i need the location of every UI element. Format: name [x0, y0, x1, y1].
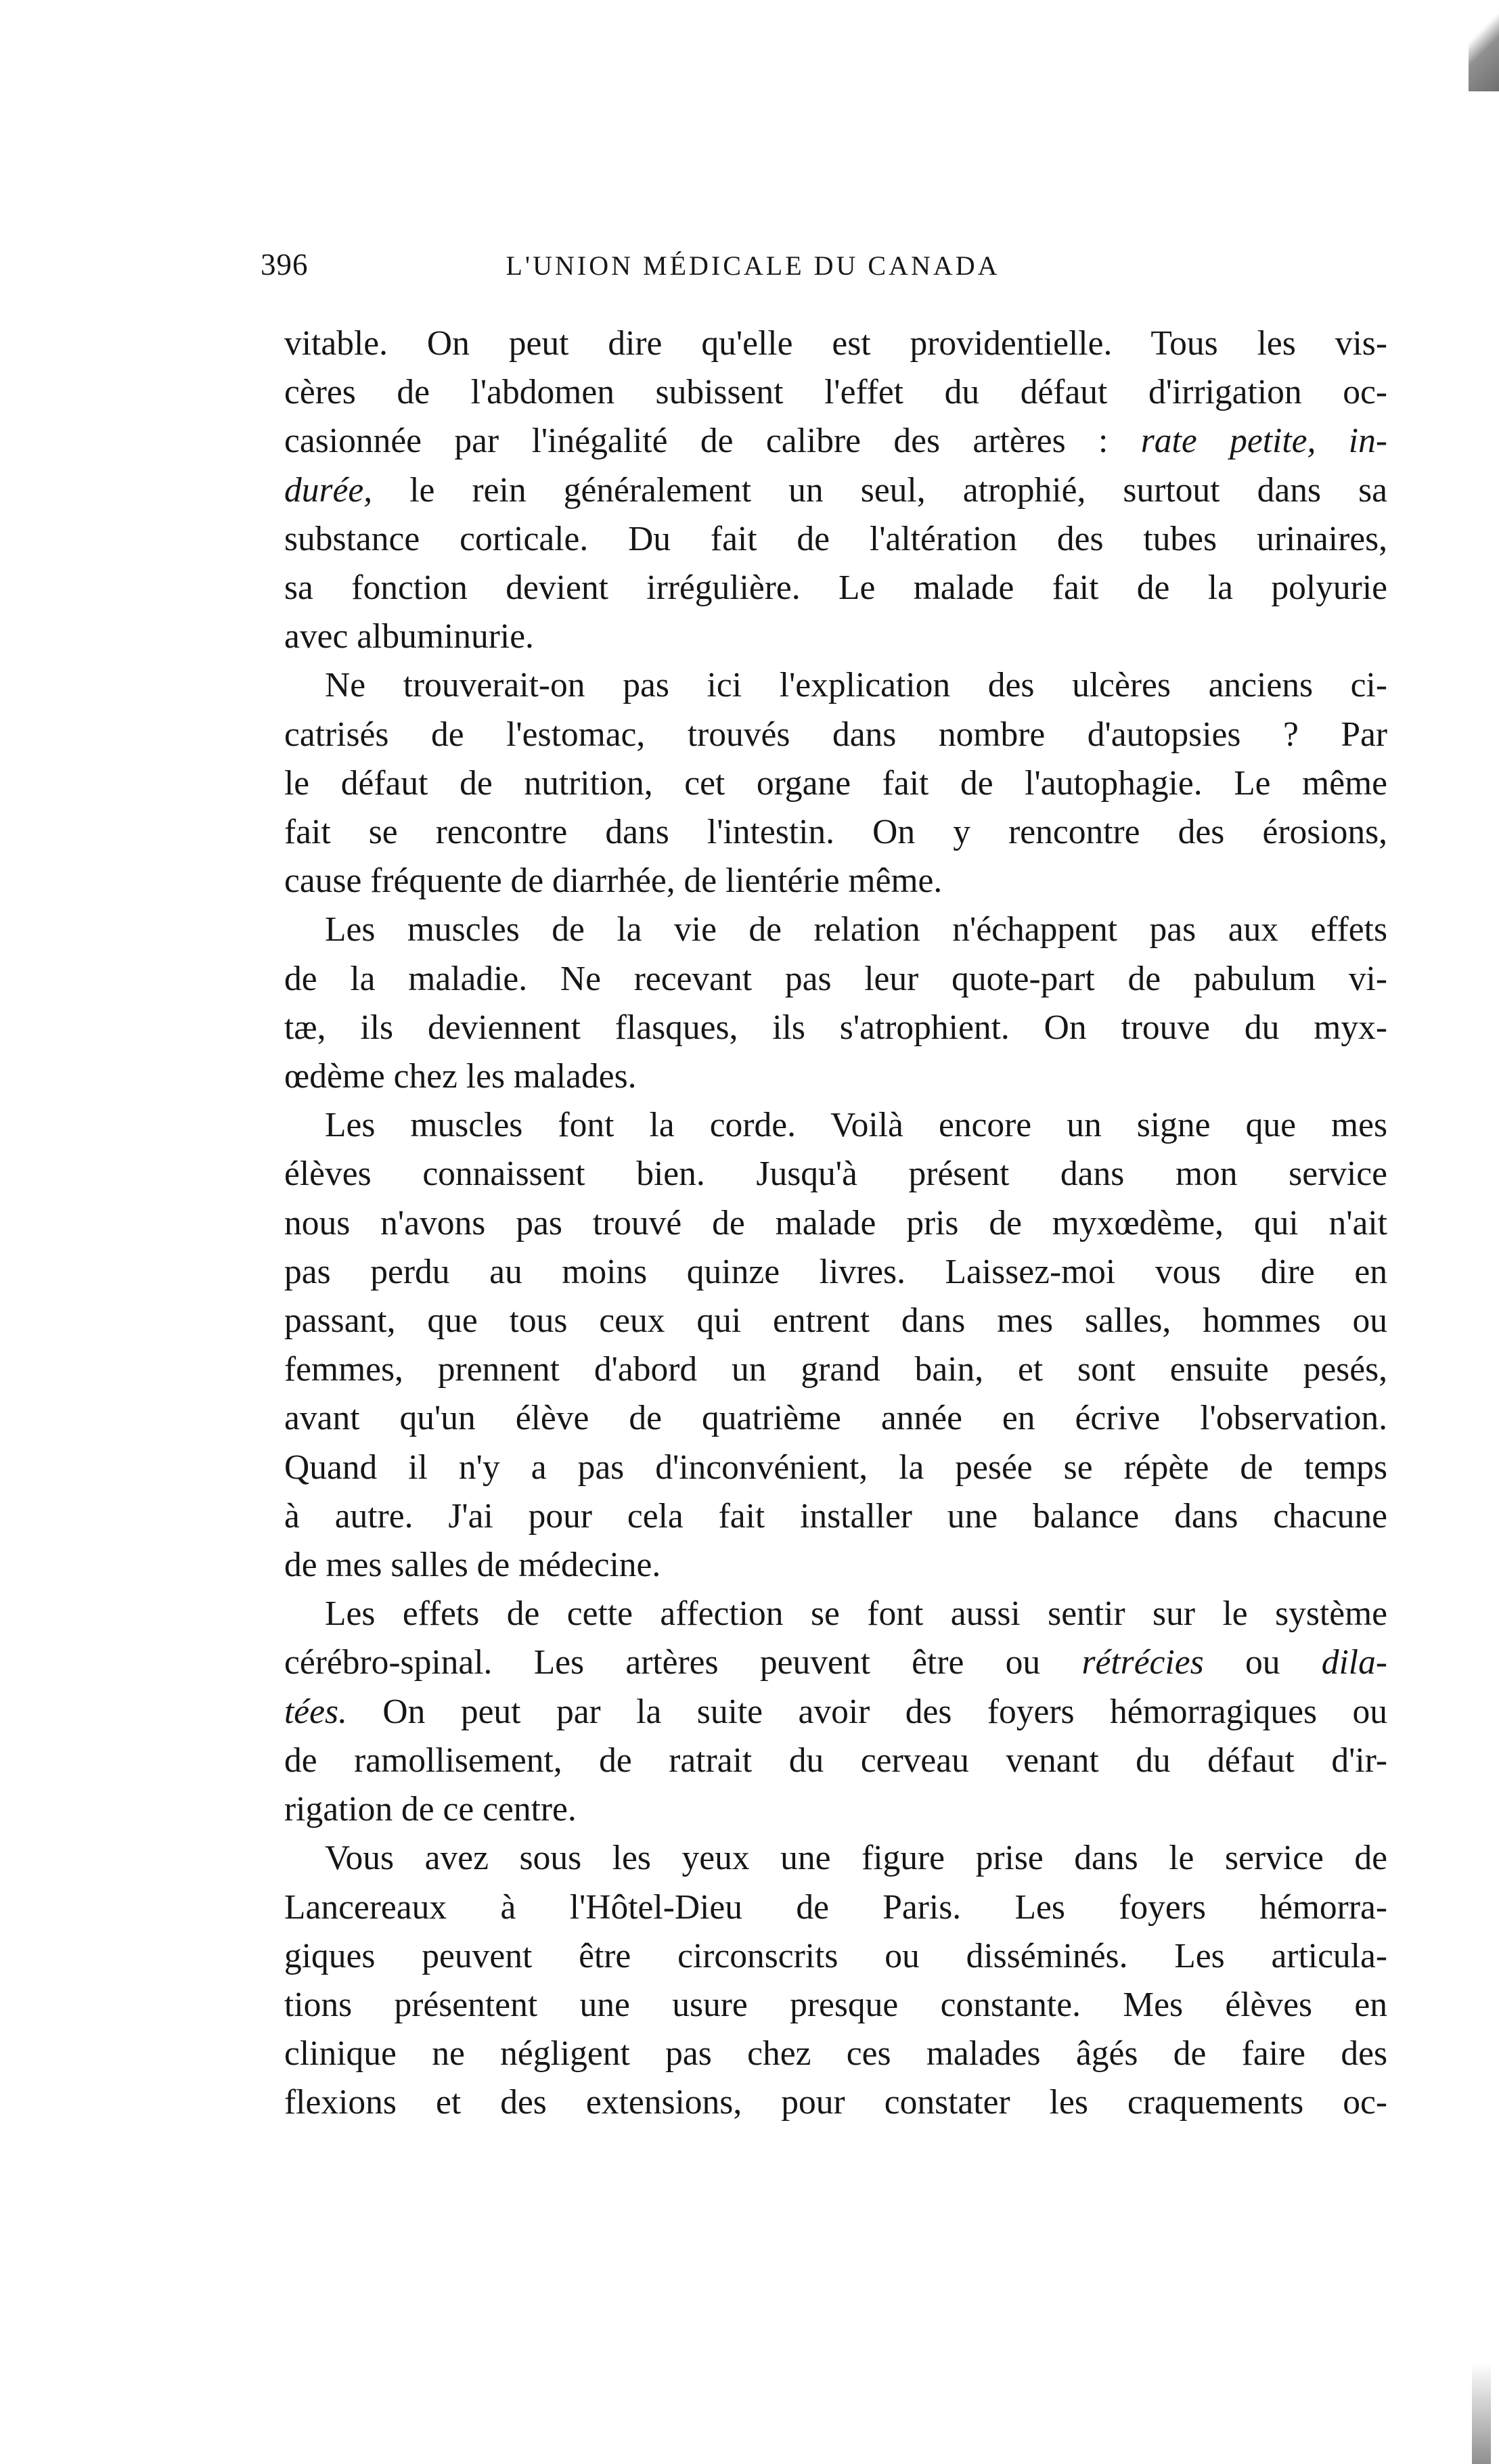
- text-line: casionnée par l'inégalité de calibre des artères : rate petite, in-: [284, 422, 1387, 461]
- text-line: œdème chez les malades.: [284, 1057, 637, 1096]
- text-line: Ne trouverait-on pas ici l'explication des ulcères anciens ci-: [325, 666, 1387, 705]
- text-line: avant qu'un élève de quatrième année en écrive l'observation.: [284, 1399, 1387, 1438]
- body-text: [284, 319, 1387, 2128]
- text-line: Quand il n'y a pas d'inconvénient, la pesée se répète de temps: [284, 1448, 1387, 1487]
- text-line: giques peuvent être circonscrits ou disséminés. Les articula-: [284, 1936, 1387, 1975]
- text-line: sa fonction devient irrégulière. Le malade fait de la polyurie: [284, 568, 1387, 608]
- text-line: de ramollisement, de ratrait du cerveau venant du défaut d'ir-: [284, 1741, 1387, 1780]
- text-line: cérébro-spinal. Les artères peuvent être ou rétrécies ou dila-: [284, 1643, 1388, 1682]
- text-line: Les effets de cette affection se font aussi sentir sur le système: [325, 1594, 1387, 1634]
- text-line: passant, que tous ceux qui entrent dans mes salles, hommes ou: [284, 1301, 1387, 1341]
- text-line: élèves connaissent bien. Jusqu'à présent dans mon service: [284, 1155, 1387, 1194]
- text-line: catrisés de l'estomac, trouvés dans nombre d'autopsies ? Par: [284, 715, 1387, 754]
- text-line: clinique ne négligent pas chez ces malades âgés de faire des: [284, 2034, 1387, 2074]
- text-line: tées. On peut par la suite avoir des foyers hémorragiques ou: [284, 1692, 1388, 1731]
- text-line: durée, le rein généralement un seul, atrophié, surtout dans sa: [284, 470, 1387, 510]
- scan-edge-mark-bottom: [1472, 2362, 1491, 2464]
- text-line: cause fréquente de diarrhée, de lientérie même.: [284, 861, 943, 901]
- text-line: tions présentent une usure presque constante. Mes élèves en: [284, 1985, 1387, 2024]
- text-line: de la maladie. Ne recevant pas leur quote-part de pabulum vi-: [284, 959, 1387, 998]
- text-line: rigation de ce centre.: [284, 1790, 577, 1829]
- text-line: le défaut de nutrition, cet organe fait de l'autophagie. Le même: [284, 763, 1387, 803]
- text-line: tæ, ils deviennent flasques, ils s'atrophient. On trouve du myx-: [284, 1008, 1387, 1047]
- text-line: cères de l'abdomen subissent l'effet du défaut d'irrigation oc-: [284, 373, 1387, 412]
- text-line: vitable. On peut dire qu'elle est providentielle. Tous les vis-: [284, 324, 1387, 363]
- text-line: à autre. J'ai pour cela fait installer une balance dans chacune: [284, 1496, 1387, 1536]
- scan-edge-mark: [1469, 0, 1499, 91]
- running-title: L'UNION MÉDICALE DU CANADA: [506, 250, 1000, 281]
- text-line: avec albuminurie.: [284, 617, 534, 656]
- text-line: fait se rencontre dans l'intestin. On y rencontre des érosions,: [284, 813, 1387, 852]
- text-line: pas perdu au moins quinze livres. Laissez-moi vous dire en: [284, 1252, 1387, 1291]
- text-line: nous n'avons pas trouvé de malade pris de myxœdème, qui n'ait: [284, 1203, 1387, 1242]
- text-line: substance corticale. Du fait de l'altération des tubes urinaires,: [284, 519, 1387, 558]
- text-line: Lancereaux à l'Hôtel-Dieu de Paris. Les foyers hémorra-: [284, 1887, 1387, 1927]
- text-line: Les muscles de la vie de relation n'échappent pas aux effets: [325, 910, 1387, 949]
- text-line: de mes salles de médecine.: [284, 1546, 661, 1585]
- page-number: 396: [261, 248, 309, 282]
- page-header: [261, 247, 1127, 288]
- text-line: femmes, prennent d'abord un grand bain, et sont ensuite pesés,: [284, 1350, 1387, 1389]
- text-line: flexions et des extensions, pour constater les craquements oc-: [284, 2083, 1387, 2122]
- text-line: Les muscles font la corde. Voilà encore un signe que mes: [325, 1106, 1387, 1145]
- text-line: Vous avez sous les yeux une figure prise dans le service de: [325, 1839, 1387, 1878]
